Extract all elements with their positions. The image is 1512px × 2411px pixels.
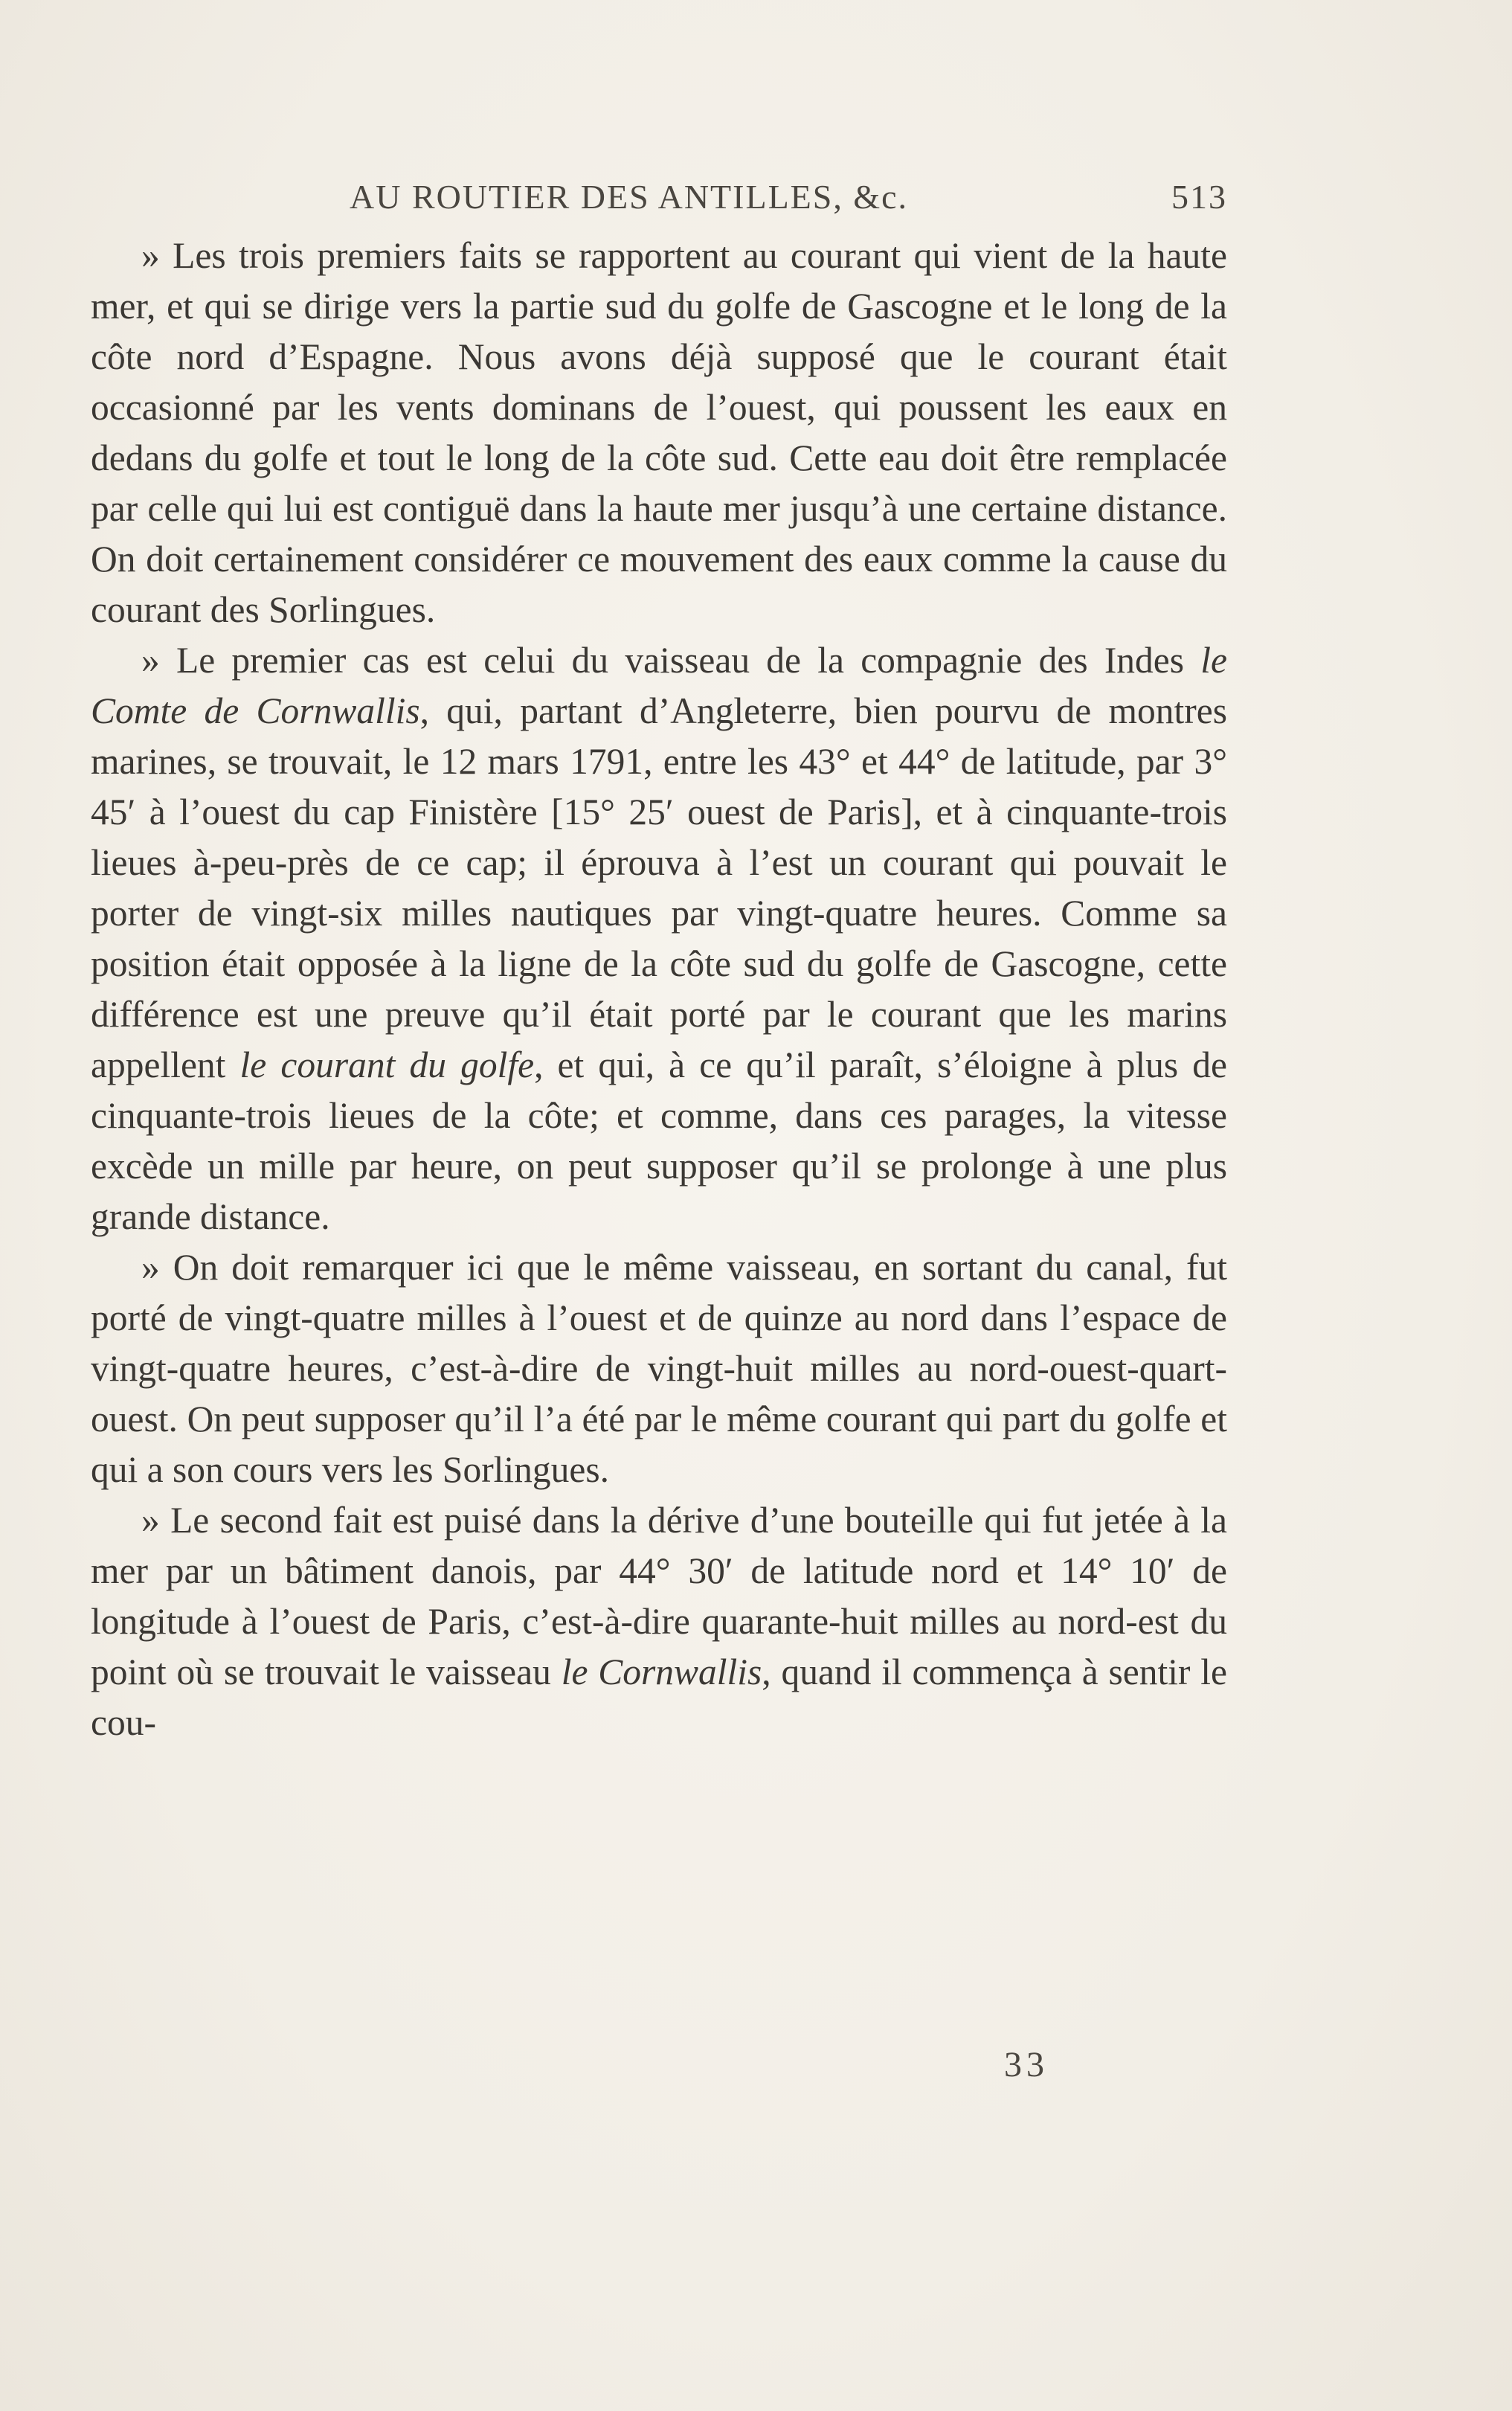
paragraph-4-part-1: » Le second fait est puisé dans la dérive d’une bouteille qui fut jetée à la mer par un bâtiment danois, par 44° 30′ de latitude nord et 14° 10′ de longitude à l’ouest de Paris, c’est-à-dire quarante-huit milles au nord-est du point où se trouvait le vaisseau bbox=[91, 1500, 1227, 1692]
paragraph-2-part-3: , et qui, à ce qu’il paraît, s’éloigne à plus de cinquante-trois lieues de la côte; et comme, dans ces parages, la vitesse excède un mille par heure, on peut supposer qu’il se prolonge à une plus grande distance. bbox=[91, 1044, 1227, 1237]
ship-name-comte-de-cornwallis: le Comte de Cornwallis bbox=[91, 640, 1227, 731]
paragraph-2-part-1: » Le premier cas est celui du vaisseau de la compagnie des Indes bbox=[141, 640, 1201, 681]
ship-name-cornwallis: le Cornwallis bbox=[561, 1651, 762, 1692]
body-text bbox=[91, 231, 1227, 1748]
paragraph-1: » Les trois premiers faits se rapportent au courant qui vient de la haute mer, et qui se dirige vers la partie sud du golfe de Gascogne et le long de la côte nord d’Espagne. Nous avons déjà supposé que le courant était occasionné par les vents dominans de l’ouest, qui poussent les eaux en dedans du golfe et tout le long de la côte sud. Cette eau doit être remplacée par celle qui lui est contiguë dans la haute mer jusqu’à une certaine distance. On doit certainement considérer ce mouvement des eaux comme la cause du courant des Sorlingues. bbox=[91, 235, 1227, 630]
running-head: AU ROUTIER DES ANTILLES, &c. bbox=[350, 178, 909, 216]
paragraph-2-part-2: , qui, partant d’Angleterre, bien pourvu de montres marines, se trouvait, le 12 mars 1791, entre les 43° et 44° de latitude, par 3° 45′ à l’ouest du cap Finistère [15° 25′ ouest de Paris], et à cinquante-trois lieues à-peu-près de ce cap; il éprouva à l’est un courant qui pouvait le porter de vingt-six milles nautiques par vingt-quatre heures. Comme sa position était opposée à la ligne de la côte sud du golfe de Gascogne, cette différence est une preuve qu’il était porté par le courant que les marins appellent bbox=[91, 690, 1228, 1085]
paragraph-3: » On doit remarquer ici que le même vaisseau, en sortant du canal, fut porté de vingt-quatre milles à l’ouest et de quinze au nord dans l’espace de vingt-quatre heures, c’est-à-dire de vingt-huit milles au nord-ouest-quart-ouest. On peut supposer qu’il l’a été par le même courant qui part du golfe et qui a son cours vers les Sorlingues. bbox=[91, 1247, 1227, 1490]
page-number: 513 bbox=[1171, 178, 1227, 216]
signature-mark: 33 bbox=[1004, 2045, 1049, 2084]
paragraph-2 bbox=[91, 635, 1227, 1242]
page-header bbox=[350, 177, 1227, 222]
paragraph-4-part-2: , quand il commença à sentir le cou- bbox=[91, 1651, 1227, 1743]
paragraph-4 bbox=[91, 1495, 1227, 1748]
term-courant-du-golfe: le courant du golfe bbox=[239, 1044, 535, 1085]
